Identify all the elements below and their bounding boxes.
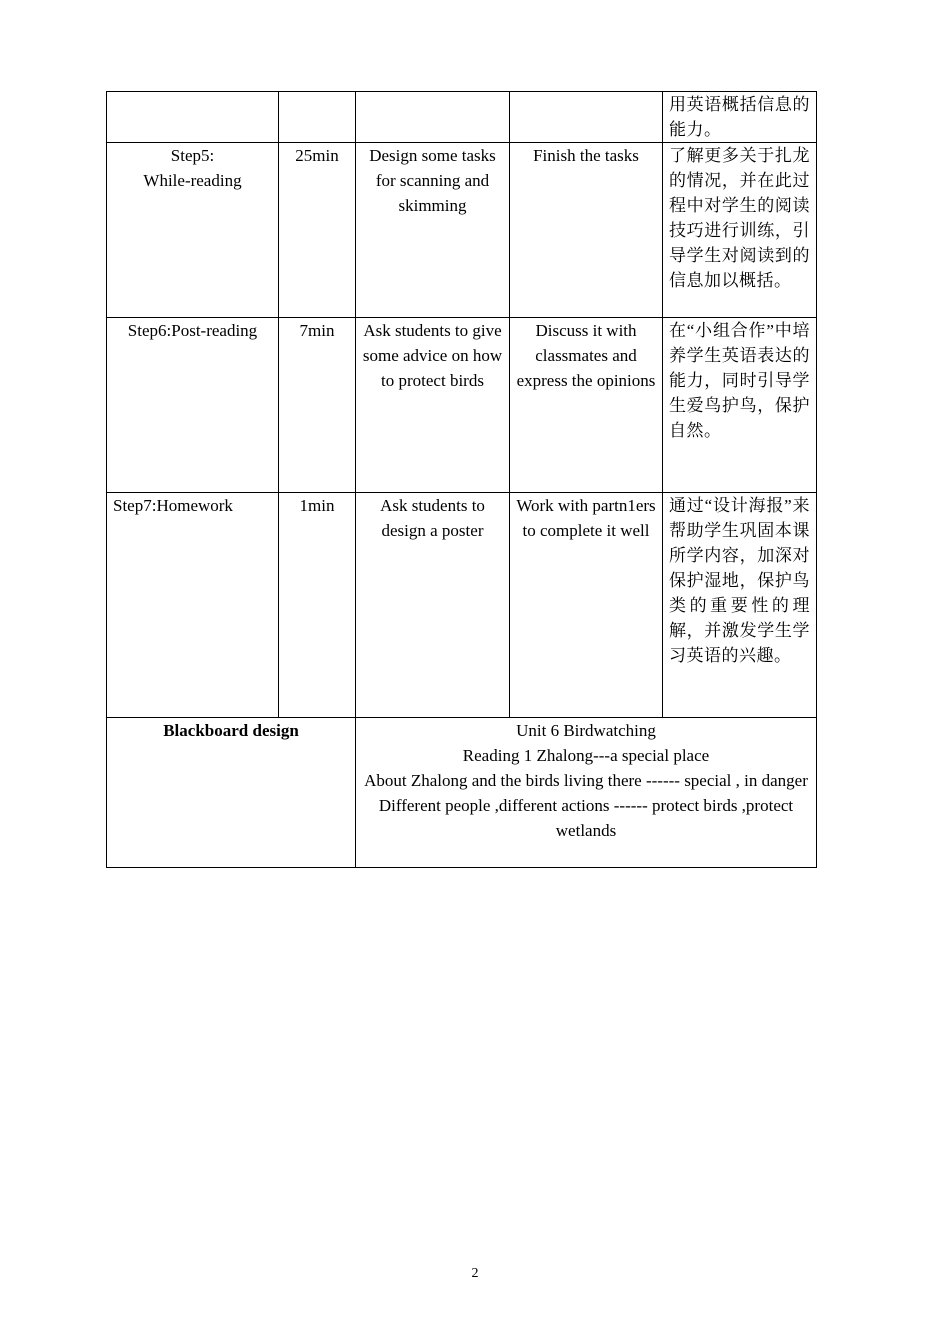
- table-cell: [107, 92, 279, 143]
- blackboard-line: About Zhalong and the birds living there ------ special , in danger: [364, 771, 808, 790]
- teacher-activity-cell: Design some tasks for scanning and skimming: [356, 143, 510, 318]
- step-cell: [107, 493, 279, 718]
- table-row: [107, 318, 817, 493]
- table-row: [107, 718, 817, 868]
- purpose-cell: 通过“设计海报”来帮助学生巩固本课所学内容，加深对保护湿地，保护鸟类的重要性的理解，并激发学生学习英语的兴趣。: [663, 493, 817, 718]
- teacher-activity-cell: Ask students to design a poster: [356, 493, 510, 718]
- page-number: 2: [471, 1266, 479, 1281]
- step-cell: [107, 143, 279, 318]
- teacher-activity-cell: Ask students to give some advice on how to protect birds: [356, 318, 510, 493]
- blackboard-line: Different people ,different actions ------ protect birds ,protect wetlands: [378, 796, 794, 840]
- purpose-cell: 用英语概括信息的能力。: [663, 92, 817, 143]
- student-activity-cell: Discuss it with classmates and express the opinions: [510, 318, 663, 493]
- table-cell: [279, 92, 356, 143]
- lesson-plan-table: [106, 91, 817, 868]
- blackboard-design-content: [356, 718, 817, 868]
- step-label: Step5:: [170, 146, 215, 165]
- table-cell: [510, 92, 663, 143]
- step-cell: [107, 318, 279, 493]
- blackboard-line: Unit 6 Birdwatching: [516, 721, 656, 740]
- table-row: [107, 143, 817, 318]
- time-cell: 7min: [279, 318, 356, 493]
- time-cell: 1min: [279, 493, 356, 718]
- student-activity-cell: Work with partn1ers to complete it well: [510, 493, 663, 718]
- blackboard-design-label: Blackboard design: [107, 718, 356, 868]
- purpose-cell: 在“小组合作”中培养学生英语表达的能力，同时引导学生爱鸟护鸟，保护自然。: [663, 318, 817, 493]
- table-cell: [356, 92, 510, 143]
- table-row: [107, 493, 817, 718]
- blackboard-line: Reading 1 Zhalong---a special place: [462, 746, 710, 765]
- student-activity-cell: Finish the tasks: [510, 143, 663, 318]
- step-label: While-reading: [143, 171, 242, 190]
- table-row: [107, 92, 817, 143]
- step-label: Step6:Post-reading: [127, 321, 258, 340]
- time-cell: 25min: [279, 143, 356, 318]
- purpose-cell: 了解更多关于扎龙的情况，并在此过程中对学生的阅读技巧进行训练，引导学生对阅读到的信息加以概括。: [663, 143, 817, 318]
- step-label: Step7:Homework: [113, 496, 233, 515]
